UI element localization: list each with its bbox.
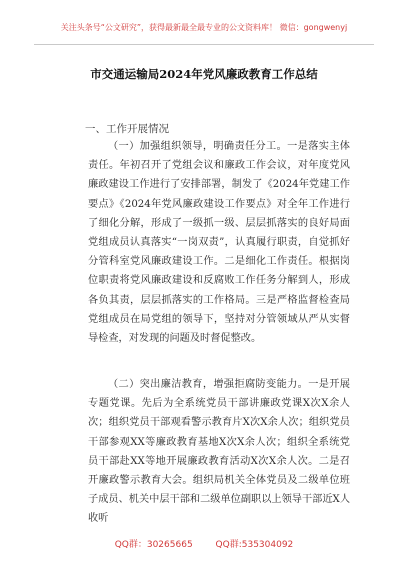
header-divider — [34, 44, 374, 45]
document-title: 市交通运输局2024年党风廉政教育工作总结 — [90, 67, 318, 81]
footer-qq-group-1: QQ群：30265665 — [114, 540, 193, 550]
section-heading: 一、工作开展情况 — [85, 123, 169, 135]
header-notice: 关注头条号“公文研究”，获得最新最全最专业的公文资料库！ 微信：gongwenyj — [60, 23, 348, 32]
footer-qq-group-2: QQ群:535304092 — [215, 540, 294, 550]
paragraph: （二）突出廉洁教育，增强拒腐防变能力。一是开展专题党课。先后为全系统党员干部讲廉政党课X次X余人次；组织党员干部观看警示教育片X次X余人次；组织党员干部参观XX等廉政教育基地X次X余人次；组织全系统党员干部赴XX等地开展廉政教育活动X次X余人次。二是召开廉政警示教育大会。组织局机关全体党员及二级单位班子成员、机关中层干部和二级单位副职以上领导干部近X人收听 — [88, 379, 350, 525]
paragraph: （一）加强组织领导，明确责任分工。一是落实主体责任。年初召开了党组会议和廉政工作会议，对年度党风廉政建设工作进行了安排部署，制发了《2024年党建工作要点》《2024年党风廉政建设工作要点》对全年工作进行了细化分解，形成了一级抓一级、层层抓落实的良好局面党组成员认真落实“一岗双责”，认真履行职责，自觉抓好分管科室党风廉政建设工作。二是细化工作责任。根据岗位职责将党风廉政建设和反腐败工作任务分解到人，形成各负其责，层层抓落实的工作格局。三是严格监督检查局党组成员在局党组的领导下，坚持对分管领域从严从实督导检查，对发现的问题及时督促整改。 — [88, 141, 350, 345]
footer — [0, 537, 408, 550]
